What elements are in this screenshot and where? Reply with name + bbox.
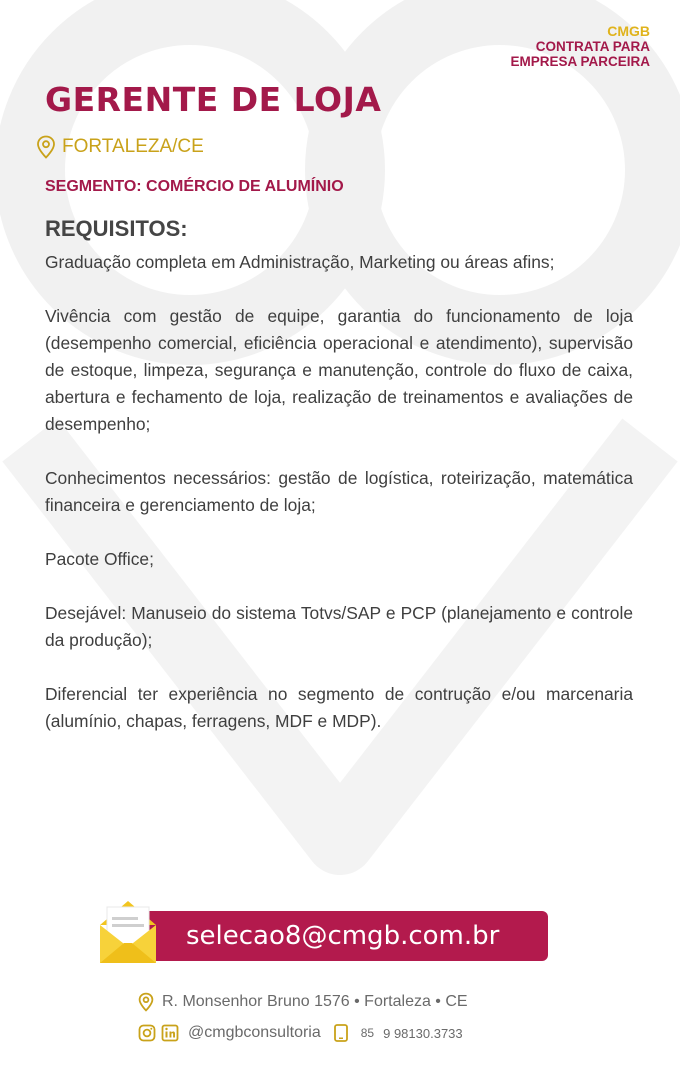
phone-icon [332, 1024, 350, 1042]
address-text: R. Monsenhor Bruno 1576 • Fortaleza • CE [162, 993, 468, 1010]
email-link[interactable]: selecao8@cmgb.com.br [142, 911, 548, 961]
envelope-icon [96, 895, 160, 967]
brand-name: CMGB [607, 23, 650, 39]
location-pin-icon [36, 135, 56, 159]
brand-line-1: CONTRATA PARA [535, 39, 650, 54]
requirement-item: Vivência com gestão de equipe, garantia do funcionamento de loja (desempenho comercial, eficiência operacional e atendimento), supervisão de estoque, limpeza, segurança e manutenção, controle do fluxo de caixa, abertura e fechamento de loja, realização de treinamentos e avaliações de desempenho; [45, 306, 633, 434]
requirement-item: Conhecimentos necessários: gestão de logística, roteirização, matemática financeira e gerenciamento de loja; [45, 468, 633, 515]
requirements-list [45, 249, 633, 762]
email-block [96, 895, 551, 995]
brand-line-2: EMPRESA PARCEIRA [510, 54, 650, 69]
requirement-item: Graduação completa em Administração, Marketing ou áreas afins; [45, 252, 555, 272]
social-contacts [138, 1024, 463, 1042]
location-text: FORTALEZA/CE [62, 136, 204, 157]
job-title: GERENTE DE LOJA [45, 80, 382, 119]
instagram-icon [138, 1024, 156, 1042]
linkedin-icon [161, 1024, 179, 1042]
requirement-item: Desejável: Manuseio do sistema Totvs/SAP e PCP (planejamento e controle da produção); [45, 603, 633, 650]
phone-prefix: 85 [360, 1026, 375, 1040]
location-pin-icon [138, 992, 154, 1012]
requirement-item: Pacote Office; [45, 549, 154, 569]
segment: SEGMENTO: COMÉRCIO DE ALUMÍNIO [45, 178, 344, 195]
social-handle: @cmgbconsultoria [188, 1024, 321, 1041]
brand-block [510, 24, 650, 69]
phone-number: 9 98130.3733 [383, 1025, 463, 1041]
address [138, 992, 468, 1012]
location [36, 135, 204, 159]
requirement-item: Diferencial ter experiência no segmento de contrução e/ou marcenaria (alumínio, chapas, ferragens, MDF e MDP). [45, 684, 633, 731]
requirements-title: REQUISITOS: [45, 216, 188, 241]
